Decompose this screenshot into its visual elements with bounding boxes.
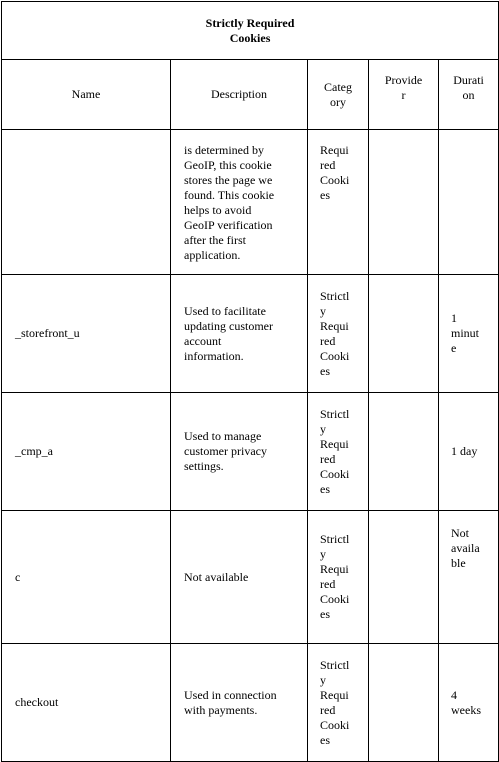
- cat-line: Cooki: [320, 466, 350, 481]
- dur-line: minut: [451, 326, 480, 340]
- cell-category: [308, 393, 369, 511]
- cell-duration: [439, 644, 499, 762]
- desc-line: application.: [184, 248, 241, 262]
- cat-line: es: [320, 481, 330, 496]
- cell-provider: [369, 511, 439, 644]
- cell-name: _cmp_a: [2, 393, 171, 511]
- header-category-l2: ory: [330, 94, 346, 109]
- desc-line: Not available: [184, 569, 249, 584]
- cat-line: Requi: [320, 687, 349, 702]
- cell-description: [171, 511, 308, 644]
- desc-line: information.: [184, 348, 244, 363]
- cat-line: es: [320, 363, 330, 378]
- title-line-1: Strictly Required: [205, 15, 295, 30]
- cat-line: Requi: [320, 318, 349, 333]
- cell-category: [308, 511, 369, 644]
- header-name-label: Name: [71, 87, 101, 101]
- cat-line: Requi: [320, 562, 349, 576]
- cat-line: red: [320, 702, 336, 717]
- cat-line: red: [320, 577, 336, 591]
- cell-duration: [439, 511, 499, 644]
- cookie-table: [1, 1, 499, 762]
- header-category: [308, 60, 369, 130]
- dur-line: availa: [451, 541, 480, 555]
- header-name: [2, 60, 171, 130]
- cat-line: Strictl: [320, 406, 350, 421]
- header-duration: [439, 60, 499, 130]
- header-description: [171, 60, 308, 130]
- desc-line: updating customer: [184, 318, 273, 333]
- desc-line: with payments.: [184, 702, 258, 717]
- cat-line: Cooki: [320, 348, 350, 363]
- table-title: [2, 2, 499, 60]
- dur-line: Not: [451, 526, 469, 540]
- cat-line: Strictl: [320, 288, 350, 303]
- cell-provider: [369, 275, 439, 393]
- cell-name: [2, 130, 171, 275]
- cell-description: [171, 275, 308, 393]
- cell-description: [171, 130, 308, 275]
- desc-line: after the first: [184, 233, 246, 247]
- table-row: [2, 275, 499, 393]
- table-row: [2, 644, 499, 762]
- cat-line: es: [320, 607, 330, 621]
- cat-line: red: [320, 158, 336, 172]
- cat-line: red: [320, 333, 336, 348]
- cat-line: y: [320, 547, 326, 561]
- header-provider-l1: Provide: [384, 73, 423, 87]
- cell-name: c: [2, 511, 171, 644]
- cat-line: es: [320, 732, 330, 747]
- header-category-l1: Categ: [324, 79, 352, 94]
- cell-provider: [369, 644, 439, 762]
- dur-line: e: [451, 341, 457, 355]
- desc-line: is determined by: [184, 143, 264, 157]
- desc-line: GeoIP, this cookie: [184, 158, 272, 172]
- cell-duration: [439, 275, 499, 393]
- cell-name: checkout: [2, 644, 171, 762]
- cat-line: y: [320, 303, 326, 318]
- dur-line: 4: [451, 687, 457, 702]
- header-row: [2, 60, 499, 130]
- cat-line: Strictl: [320, 657, 350, 672]
- dur-line: 1: [451, 311, 457, 325]
- desc-line: customer privacy: [184, 444, 267, 458]
- header-duration-l1: Durati: [453, 73, 484, 87]
- cell-category: [308, 130, 369, 275]
- cat-line: Cooki: [320, 717, 350, 732]
- cell-description: [171, 393, 308, 511]
- cell-duration: [439, 393, 499, 511]
- table-row: [2, 393, 499, 511]
- dur-line: 1 day: [451, 444, 478, 458]
- cat-line: Requi: [320, 143, 349, 157]
- cat-line: Cooki: [320, 173, 350, 187]
- desc-line: GeoIP verification: [184, 218, 273, 232]
- cell-category: [308, 275, 369, 393]
- header-provider-l2: r: [401, 88, 406, 102]
- cell-category: [308, 644, 369, 762]
- desc-line: settings.: [184, 459, 224, 473]
- cat-line: y: [320, 672, 326, 687]
- cell-name: _storefront_u: [2, 275, 171, 393]
- cell-duration: [439, 130, 499, 275]
- desc-line: Used to facilitate: [184, 303, 266, 318]
- cat-line: es: [320, 188, 330, 202]
- desc-line: account: [184, 333, 222, 348]
- dur-line: weeks: [451, 702, 481, 717]
- header-provider: [369, 60, 439, 130]
- cat-line: y: [320, 421, 326, 436]
- cat-line: Requi: [320, 436, 349, 451]
- cat-line: red: [320, 451, 336, 466]
- desc-line: stores the page we: [184, 173, 273, 187]
- desc-line: helps to avoid: [184, 203, 252, 217]
- header-description-label: Description: [211, 87, 267, 101]
- desc-line: Used to manage: [184, 429, 262, 443]
- table-row: [2, 511, 499, 644]
- desc-line: Used in connection: [184, 687, 277, 702]
- cat-line: Cooki: [320, 592, 350, 606]
- table-row: [2, 130, 499, 275]
- dur-line: ble: [451, 556, 466, 570]
- header-duration-l2: on: [462, 88, 475, 102]
- cell-provider: [369, 393, 439, 511]
- desc-line: found. This cookie: [184, 188, 275, 202]
- title-line-2: Cookies: [229, 30, 271, 45]
- cell-description: [171, 644, 308, 762]
- cell-provider: [369, 130, 439, 275]
- cat-line: Strictl: [320, 532, 350, 546]
